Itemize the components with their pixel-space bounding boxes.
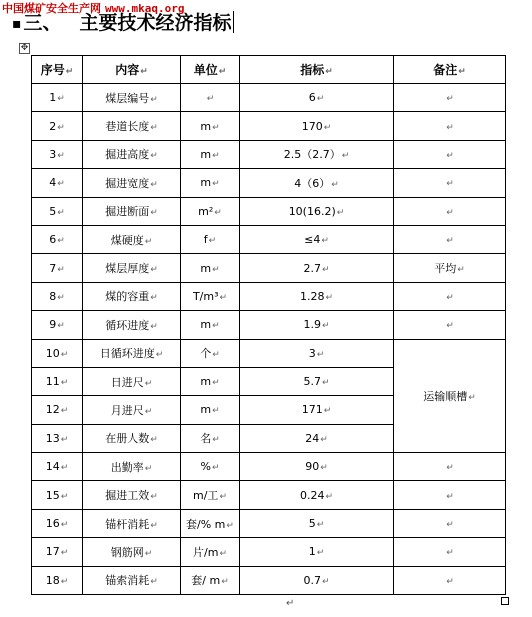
cell-unit[interactable]: %↵ [181,453,240,481]
table-row [32,538,506,566]
cell-unit[interactable]: 片/m↵ [181,538,240,566]
cell-value[interactable]: 5↵ [240,509,394,537]
cell-content[interactable]: 钢筋网↵ [83,538,181,566]
cell-no[interactable]: 4↵ [32,169,83,197]
trailing-paragraph-mark: ↵ [286,598,295,609]
tech-economic-table [31,55,506,595]
cell-note[interactable]: ↵ [394,566,506,594]
cell-content[interactable]: 锚索消耗↵ [83,566,181,594]
cell-unit[interactable]: ↵ [181,84,240,112]
table-row [32,84,506,112]
cell-value[interactable]: ≤4↵ [240,225,394,253]
cell-unit[interactable]: 套/% m↵ [181,509,240,537]
cell-value[interactable]: 6↵ [240,84,394,112]
heading-number: 三、 [23,12,62,34]
heading-title: 主要技术经济指标 [79,12,232,34]
cell-content[interactable]: 巷道长度↵ [83,112,181,140]
cell-value[interactable]: 171↵ [240,396,394,424]
cell-content[interactable]: 月进尺↵ [83,396,181,424]
table-row [32,339,506,367]
cell-unit[interactable]: m/工↵ [181,481,240,509]
cell-no[interactable]: 2↵ [32,112,83,140]
cell-unit[interactable]: m↵ [181,112,240,140]
table-body [32,84,506,595]
cell-content[interactable]: 煤硬度↵ [83,225,181,253]
cell-value[interactable]: 5.7↵ [240,367,394,395]
cell-unit[interactable]: 名↵ [181,424,240,452]
cell-value[interactable]: 2.5（2.7）↵ [240,140,394,168]
cell-no[interactable]: 1↵ [32,84,83,112]
table-row [32,254,506,282]
cell-no[interactable]: 6↵ [32,225,83,253]
cell-value[interactable]: 3↵ [240,339,394,367]
table-row [32,453,506,481]
cell-content[interactable]: 循环进度↵ [83,311,181,339]
cell-content[interactable]: 日进尺↵ [83,367,181,395]
cell-content[interactable]: 掘进宽度↵ [83,169,181,197]
cell-value[interactable]: 24↵ [240,424,394,452]
cell-unit[interactable]: m↵ [181,311,240,339]
section-heading[interactable] [12,8,234,35]
cell-note-merged[interactable]: 运输顺槽↵ [394,339,506,453]
cell-value[interactable]: 1↵ [240,538,394,566]
cell-no[interactable]: 17↵ [32,538,83,566]
table-row [32,197,506,225]
header-cell-no[interactable]: 序号↵ [32,56,83,84]
cell-no[interactable]: 18↵ [32,566,83,594]
watermark-url: www.mkaq.org [105,2,185,15]
cell-note[interactable]: ↵ [394,140,506,168]
cell-unit[interactable]: 个↵ [181,339,240,367]
cell-note[interactable]: ↵ [394,453,506,481]
cell-value[interactable]: 2.7↵ [240,254,394,282]
cell-note[interactable]: 平均↵ [394,254,506,282]
header-cell-unit[interactable]: 单位↵ [181,56,240,84]
table-row [32,282,506,310]
cell-value[interactable]: 10(16.2)↵ [240,197,394,225]
table-move-handle-icon[interactable]: ✥ [20,43,29,53]
cell-note[interactable]: ↵ [394,225,506,253]
cell-value[interactable]: 0.24↵ [240,481,394,509]
cell-value[interactable]: 4（6）↵ [240,169,394,197]
table-row [32,225,506,253]
cell-no[interactable]: 12↵ [32,396,83,424]
cell-no[interactable]: 8↵ [32,282,83,310]
cell-value[interactable]: 170↵ [240,112,394,140]
watermark-site-name: 中国煤矿安全生产网 [2,2,101,15]
cell-unit[interactable]: T/m³↵ [181,282,240,310]
cell-content[interactable]: 煤层厚度↵ [83,254,181,282]
cell-unit[interactable]: m↵ [181,367,240,395]
cell-no[interactable]: 16↵ [32,509,83,537]
table-row [32,311,506,339]
table-resize-handle[interactable] [501,597,509,605]
table-row [32,481,506,509]
table-header-row [32,56,506,84]
cell-value[interactable]: 1.28↵ [240,282,394,310]
header-cell-value[interactable]: 指标↵ [240,56,394,84]
table-row [32,509,506,537]
cell-no[interactable]: 15↵ [32,481,83,509]
cell-unit[interactable]: m↵ [181,254,240,282]
header-cell-content[interactable]: 内容↵ [83,56,181,84]
cell-unit[interactable]: m↵ [181,169,240,197]
cell-value[interactable]: 1.9↵ [240,311,394,339]
table-row [32,566,506,594]
header-cell-note[interactable]: 备注↵ [394,56,506,84]
cell-no[interactable]: 3↵ [32,140,83,168]
cell-no[interactable]: 13↵ [32,424,83,452]
cell-no[interactable]: 14↵ [32,453,83,481]
table-row [32,140,506,168]
cell-note[interactable]: ↵ [394,538,506,566]
table-row [32,112,506,140]
cell-note[interactable]: ↵ [394,84,506,112]
cell-no[interactable]: 7↵ [32,254,83,282]
cell-unit[interactable]: f↵ [181,225,240,253]
cell-content[interactable]: 在册人数↵ [83,424,181,452]
cell-note[interactable]: ↵ [394,509,506,537]
cell-unit[interactable]: m↵ [181,140,240,168]
cell-content[interactable]: 出勤率↵ [83,453,181,481]
cell-value[interactable]: 0.7↵ [240,566,394,594]
cell-no[interactable]: 5↵ [32,197,83,225]
cell-no[interactable]: 11↵ [32,367,83,395]
cell-note[interactable]: ↵ [394,282,506,310]
cell-no[interactable]: 10↵ [32,339,83,367]
cell-no[interactable]: 9↵ [32,311,83,339]
cell-note[interactable]: ↵ [394,169,506,197]
cell-note[interactable]: ↵ [394,311,506,339]
cell-content[interactable]: 煤层编号↵ [83,84,181,112]
text-cursor [233,11,234,33]
heading-bullet: ▪ [12,16,22,32]
cell-unit[interactable]: m↵ [181,396,240,424]
cell-content[interactable]: 日循环进度↵ [83,339,181,367]
cell-content[interactable]: 掘进工效↵ [83,481,181,509]
cell-content[interactable]: 锚杆消耗↵ [83,509,181,537]
cell-note[interactable]: ↵ [394,112,506,140]
cell-note[interactable]: ↵ [394,481,506,509]
cell-unit[interactable]: m²↵ [181,197,240,225]
cell-content[interactable]: 掘进高度↵ [83,140,181,168]
cell-content[interactable]: 煤的容重↵ [83,282,181,310]
cell-content[interactable]: 掘进断面↵ [83,197,181,225]
table-row [32,169,506,197]
cell-value[interactable]: 90↵ [240,453,394,481]
cell-unit[interactable]: 套/ m↵ [181,566,240,594]
cell-note[interactable]: ↵ [394,197,506,225]
